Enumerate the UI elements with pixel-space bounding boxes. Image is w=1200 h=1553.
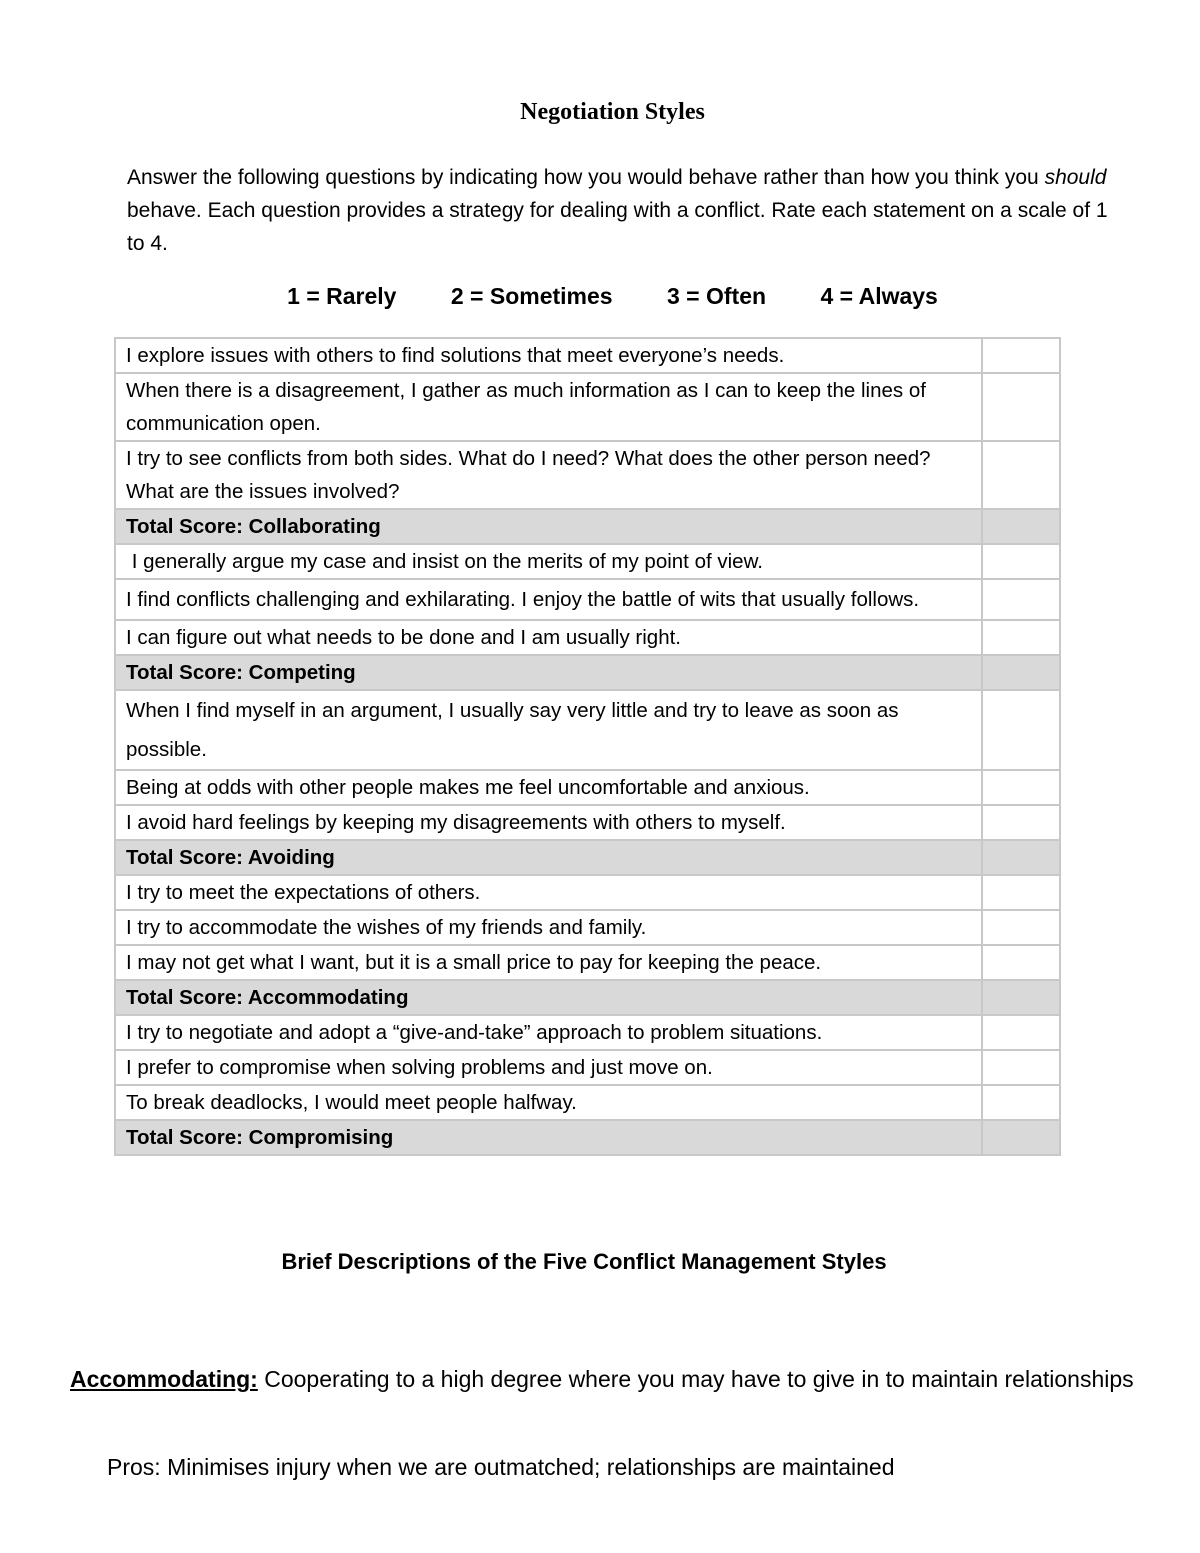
score-cell[interactable] bbox=[982, 690, 1060, 770]
accommodating-term: Accommodating: bbox=[70, 1366, 258, 1392]
question-row bbox=[115, 1050, 1060, 1085]
question-text: I prefer to compromise when solving problems and just move on. bbox=[115, 1050, 982, 1085]
question-text: I try to negotiate and adopt a “give-and-take” approach to problem situations. bbox=[115, 1015, 982, 1050]
accommodating-description bbox=[70, 1362, 1150, 1396]
question-text: When there is a disagreement, I gather as much information as I can to keep the lines of communication open. bbox=[115, 373, 982, 441]
question-text: I try to see conflicts from both sides. What do I need? What does the other person need? What are the issues involved? bbox=[115, 441, 982, 509]
question-row bbox=[115, 690, 1060, 770]
question-row bbox=[115, 770, 1060, 805]
total-score-label: Total Score: Accommodating bbox=[115, 980, 982, 1015]
total-score-cell[interactable] bbox=[982, 980, 1060, 1015]
question-text: I may not get what I want, but it is a small price to pay for keeping the peace. bbox=[115, 945, 982, 980]
total-score-label: Total Score: Avoiding bbox=[115, 840, 982, 875]
instructions-text-1: Answer the following questions by indicating how you would behave rather than how you think you bbox=[127, 166, 1045, 189]
scale-item-always: 4 = Always bbox=[820, 283, 938, 309]
question-row bbox=[115, 338, 1060, 373]
score-cell[interactable] bbox=[982, 441, 1060, 509]
total-score-row bbox=[115, 980, 1060, 1015]
score-cell[interactable] bbox=[982, 805, 1060, 840]
score-cell[interactable] bbox=[982, 1015, 1060, 1050]
descriptions-heading: Brief Descriptions of the Five Conflict Management Styles bbox=[281, 1249, 887, 1274]
question-row bbox=[115, 441, 1060, 509]
question-row bbox=[115, 910, 1060, 945]
scale-item-rarely: 1 = Rarely bbox=[287, 283, 397, 309]
total-score-label: Total Score: Collaborating bbox=[115, 509, 982, 544]
score-cell[interactable] bbox=[982, 910, 1060, 945]
score-cell[interactable] bbox=[982, 1050, 1060, 1085]
rating-scale bbox=[0, 283, 1200, 310]
score-cell[interactable] bbox=[982, 579, 1060, 620]
accommodating-pros: Pros: Minimises injury when we are outmatched; relationships are maintained bbox=[107, 1454, 895, 1480]
instructions-paragraph bbox=[127, 161, 1112, 260]
question-text: I can figure out what needs to be done and I am usually right. bbox=[115, 620, 982, 655]
page-title: Negotiation Styles bbox=[520, 99, 705, 125]
total-score-label: Total Score: Compromising bbox=[115, 1120, 982, 1155]
total-score-row bbox=[115, 840, 1060, 875]
accommodating-definition: Cooperating to a high degree where you may have to give in to maintain relationships bbox=[257, 1366, 1134, 1392]
scale-item-often: 3 = Often bbox=[666, 283, 767, 309]
total-score-row bbox=[115, 509, 1060, 544]
question-text: I avoid hard feelings by keeping my disagreements with others to myself. bbox=[115, 805, 982, 840]
instructions-emphasis: should bbox=[1044, 166, 1107, 189]
score-cell[interactable] bbox=[982, 373, 1060, 441]
question-text: To break deadlocks, I would meet people halfway. bbox=[115, 1085, 982, 1120]
total-score-cell[interactable] bbox=[982, 655, 1060, 690]
question-row bbox=[115, 945, 1060, 980]
score-cell[interactable] bbox=[982, 945, 1060, 980]
question-text: I find conflicts challenging and exhilarating. I enjoy the battle of wits that usually follows. bbox=[115, 579, 982, 620]
question-row bbox=[115, 1085, 1060, 1120]
question-row bbox=[115, 544, 1060, 579]
question-text: I explore issues with others to find solutions that meet everyone’s needs. bbox=[115, 338, 982, 373]
scale-item-sometimes: 2 = Sometimes bbox=[450, 283, 613, 309]
question-row bbox=[115, 805, 1060, 840]
question-row bbox=[115, 373, 1060, 441]
score-cell[interactable] bbox=[982, 770, 1060, 805]
score-cell[interactable] bbox=[982, 544, 1060, 579]
total-score-label: Total Score: Competing bbox=[115, 655, 982, 690]
score-cell[interactable] bbox=[982, 875, 1060, 910]
question-row bbox=[115, 1015, 1060, 1050]
score-cell[interactable] bbox=[982, 620, 1060, 655]
score-cell[interactable] bbox=[982, 338, 1060, 373]
instructions-text-2: behave. Each question provides a strategy for dealing with a conflict. Rate each statement on a scale of 1 to 4. bbox=[127, 199, 1108, 255]
question-text: Being at odds with other people makes me feel uncomfortable and anxious. bbox=[115, 770, 982, 805]
total-score-cell[interactable] bbox=[982, 1120, 1060, 1155]
question-text: When I find myself in an argument, I usually say very little and try to leave as soon as possible. bbox=[115, 690, 982, 770]
total-score-cell[interactable] bbox=[982, 840, 1060, 875]
score-cell[interactable] bbox=[982, 1085, 1060, 1120]
total-score-row bbox=[115, 1120, 1060, 1155]
question-text: I generally argue my case and insist on the merits of my point of view. bbox=[115, 544, 982, 579]
question-row bbox=[115, 579, 1060, 620]
question-text: I try to accommodate the wishes of my friends and family. bbox=[115, 910, 982, 945]
total-score-row bbox=[115, 655, 1060, 690]
total-score-cell[interactable] bbox=[982, 509, 1060, 544]
questionnaire-table bbox=[114, 337, 1061, 1156]
question-row bbox=[115, 620, 1060, 655]
question-text: I try to meet the expectations of others. bbox=[115, 875, 982, 910]
question-row bbox=[115, 875, 1060, 910]
